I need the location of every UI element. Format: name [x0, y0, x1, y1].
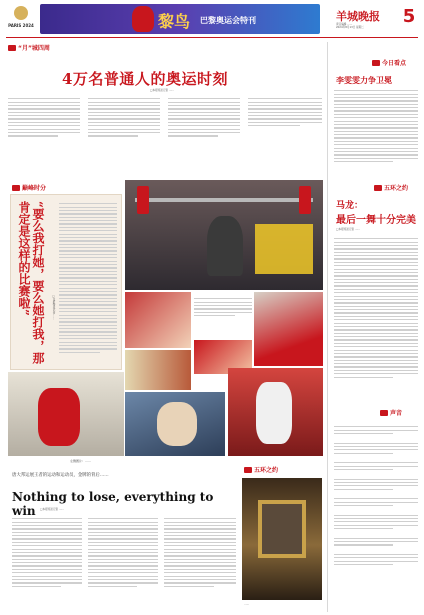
photo-diver	[8, 372, 124, 456]
side-sound-tag-label: 声音	[390, 410, 403, 417]
collage-caption-text	[194, 296, 252, 318]
bottom-right-tag	[244, 465, 278, 474]
photo-fans	[125, 292, 191, 348]
side-piece1-body	[334, 88, 418, 164]
inset-tag	[12, 183, 46, 192]
photo-gymnast	[125, 392, 225, 456]
bottom-headline: Nothing to lose, everything to win	[12, 490, 214, 518]
text-column	[248, 96, 322, 129]
main-tag-label: “月”城四周	[18, 45, 50, 52]
side-piece2-title2: 最后一舞十分完美	[336, 215, 416, 226]
main-section-tag	[8, 43, 50, 52]
side-tag	[372, 58, 406, 67]
photo-players-hug	[254, 292, 323, 366]
paris-logo-text: PARIS 2024	[8, 23, 34, 28]
paris-2024-logo	[6, 6, 36, 34]
side-piece2-byline: □本报特派记者 ……	[336, 228, 361, 231]
flag-icon	[244, 467, 252, 473]
photo-crowd	[125, 350, 191, 390]
masthead	[0, 0, 424, 38]
weight-plate	[137, 186, 149, 214]
side-column-divider	[327, 42, 328, 612]
masthead-banner	[40, 4, 320, 34]
side-piece2-tag	[374, 183, 408, 192]
bottom-intro: 唐大邦运展王者的运动和运动员，金牌的背后……	[12, 473, 109, 478]
special-title-big: 黎鸟	[158, 12, 191, 31]
text-column	[88, 96, 160, 139]
athlete-figure	[207, 216, 243, 276]
athlete-figure	[38, 388, 80, 446]
text-column	[168, 96, 240, 139]
side-piece1-title: 李雯雯力争卫冕	[336, 76, 392, 85]
side-piece2-body	[334, 236, 418, 380]
text-column	[8, 96, 80, 139]
paper-name: 羊城晚报	[336, 10, 380, 23]
photo-quote-box	[255, 224, 313, 274]
text-column	[12, 516, 82, 589]
photo-weightlifter	[125, 180, 323, 290]
side-tag-label: 今日看点	[382, 60, 407, 67]
photo-portrait-artwork	[242, 478, 322, 600]
side-sound-body	[334, 424, 418, 567]
photo-caption: 左侧图片：……	[70, 459, 92, 463]
inset-byline: □本报特派记者 ……	[52, 295, 55, 320]
text-column	[164, 516, 236, 589]
mascot-icon	[132, 6, 154, 32]
page-number: 5	[402, 6, 416, 27]
bottom-byline: □本报特派记者 ……	[40, 508, 65, 511]
main-byline: □本报特派记者 ……	[150, 89, 175, 92]
athlete-figure	[256, 382, 292, 444]
main-body-text	[8, 96, 323, 174]
flag-icon	[372, 60, 380, 66]
inset-tag-label: 巅峰时分	[22, 185, 47, 192]
masthead-rule	[6, 37, 418, 38]
masthead-meta	[336, 23, 398, 30]
flag-icon	[380, 410, 388, 416]
inset-vertical-title: “要么我打她，要么她打我，那肯定是这样的比赛啦”	[17, 201, 45, 364]
special-title: 巴黎奥运会特刊	[200, 16, 256, 25]
weight-plate	[299, 186, 311, 214]
portrait-frame	[258, 500, 306, 558]
main-headline: 4万名普通人的奥运时刻	[62, 70, 228, 88]
flag-icon	[8, 45, 16, 51]
athlete-figure	[157, 402, 197, 446]
meta-line: 责任编辑 ……	[336, 23, 353, 26]
barbell	[135, 198, 313, 202]
bottom-right-tag-label: 五环之约	[254, 467, 279, 474]
bottom-right-caption: ……	[244, 603, 250, 606]
inset-body-text	[59, 201, 117, 355]
photo-table-tennis	[228, 368, 323, 456]
side-piece2-tag-label: 五环之约	[384, 185, 409, 192]
text-column	[88, 516, 158, 589]
bottom-body-text	[12, 516, 237, 611]
meta-line: 2024年8月13日 星期二	[336, 26, 364, 30]
flag-icon	[12, 185, 20, 191]
flag-icon	[374, 185, 382, 191]
side-piece2-title1: 马龙：	[336, 201, 364, 211]
side-sound-tag	[380, 408, 402, 417]
inset-box	[10, 194, 122, 370]
